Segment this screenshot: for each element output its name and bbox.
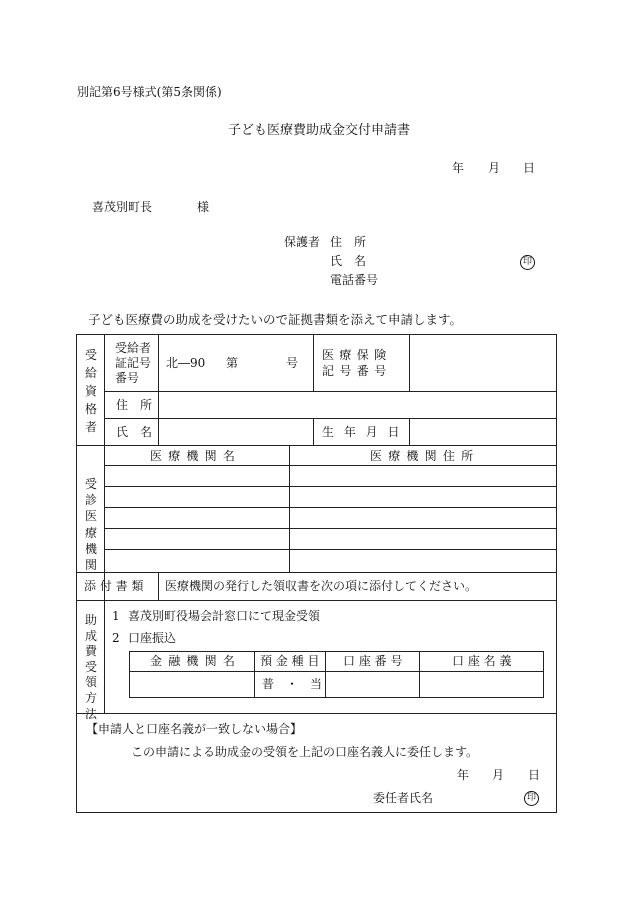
delegation-day-label: 日 [528,768,541,782]
delegation-text: この申請による助成金の受領を上記の口座名義人に委任します。 [131,745,479,759]
guardian-phone-label: 電話番号 [330,273,379,287]
attachment-label: 添 付 書 類 [84,579,144,593]
attachment-text: 医療機関の発行した領収書を次の項に添付してください。 [165,579,478,593]
form-reference: 別記第6号様式(第5条関係) [77,85,222,99]
addressee-name: 喜茂別町長 [92,200,153,214]
option2-number: 2 [112,631,120,645]
delegation-heading: 【申請人と口座名義が一致しない場合】 [86,722,303,736]
insurance-label [322,348,404,379]
delegation-month-label: 月 [492,768,505,782]
bank-name-header: 金 融 機 関 名 [150,654,237,668]
cert-go: 号 [286,356,299,370]
cert-label [115,341,155,386]
cert-label-text: 受給者証記号番号 [115,341,152,385]
intro-text: 子ども医療費の助成を受けたいので証拠書類を添えて申請します。 [88,312,463,327]
insurance-label-text: 医療保険記号番号 [322,348,392,378]
account-number-header: 口 座 番 号 [343,654,403,668]
seal-mark: 印 [524,791,539,806]
clinic-section-label: 受診医療機関 [84,477,97,572]
guardian-label: 保護者 [284,235,321,249]
date-month-label: 月 [488,161,501,175]
date-year-label: 年 [452,161,465,175]
guardian-name-label: 氏 名 [330,254,367,268]
page-title: 子ども医療費助成金交付申請書 [228,123,411,138]
delegator-seal-icon [524,790,539,806]
deposit-type-header: 預 金 種 目 [260,654,320,668]
option1-text: 喜茂別町役場会計窓口にて現金受領 [128,609,321,623]
addressee-honorific: 様 [197,200,210,214]
delegation-year-label: 年 [457,768,470,782]
recipient-section-label: 受給資格者 [84,348,97,434]
date-day-label: 日 [523,161,536,175]
deposit-type-value: 普 ・ 当 [262,677,323,691]
recipient-name-label: 氏 名 [116,425,153,439]
option2-text: 口座振込 [128,631,177,645]
guardian-seal-icon [520,254,535,270]
receipt-section-label: 助成費受領方法 [84,613,97,721]
option1-number: 1 [112,609,120,623]
delegator-name-label: 委任者氏名 [373,791,434,805]
seal-mark: 印 [520,255,535,270]
clinic-address-header: 医 療 機 関 住 所 [370,449,475,463]
birth-label: 生 年 月 日 [322,425,403,439]
cert-prefix: 北―90 [166,356,206,370]
guardian-address-label: 住 所 [330,235,367,249]
cert-dai: 第 [226,356,239,370]
account-name-header: 口 座 名 義 [452,654,512,668]
clinic-name-header: 医 療 機 関 名 [150,449,237,463]
recipient-address-label: 住 所 [116,398,153,412]
